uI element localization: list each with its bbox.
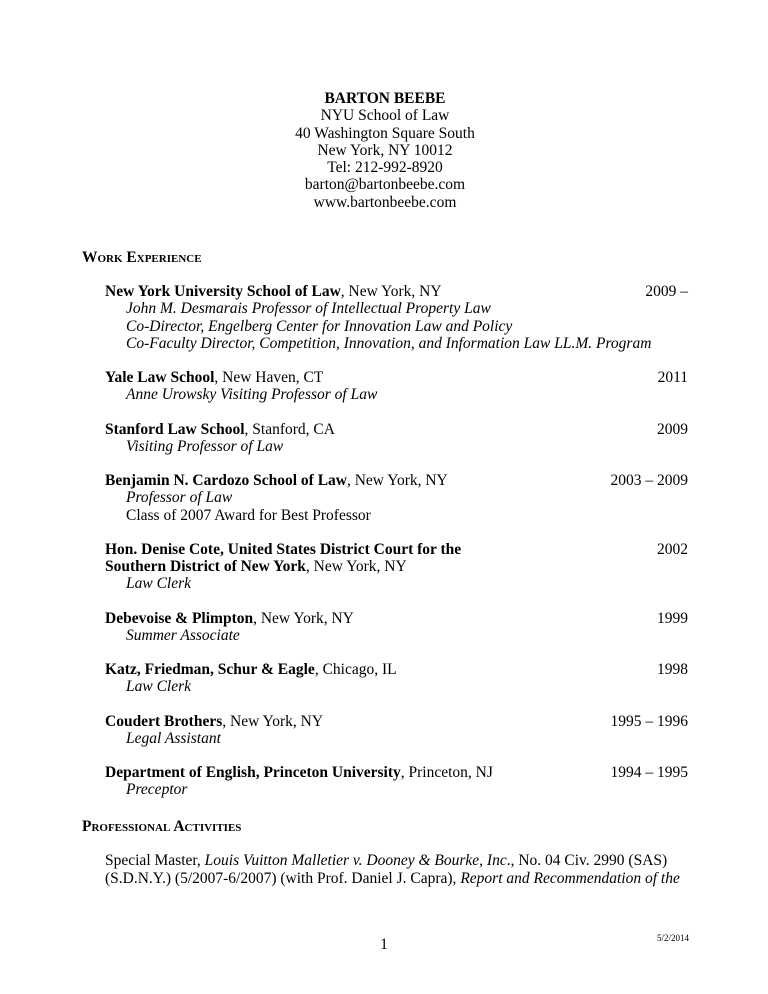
entry-date: 2011 [657,369,688,386]
section-heading-work-experience: Work Experience [82,248,202,266]
document-content [82,90,688,887]
entry-title [105,764,611,781]
entry-detail: Co-Director, Engelberg Center for Innovation Law and Policy [126,317,513,335]
entry-detail: Legal Assistant [126,729,221,747]
entry-head [105,610,688,627]
entry-detail: Professor of Law [126,489,233,507]
entry-location: , New York, NY [253,609,354,627]
entry-detail: John M. Desmarais Professor of Intellectual Property Law [126,300,491,318]
entry-detail: Summer Associate [126,626,240,644]
work-entry-yale [105,369,688,404]
entry-head [105,661,688,678]
employer-name: Stanford Law School [105,420,245,438]
employer-name-line1: Hon. Denise Cote, United States District Court for the [105,540,462,558]
text-run-report-title: Report and Recommendation of the [460,869,680,887]
text-run: Special Master, [105,852,205,870]
entry-detail: Law Clerk [126,678,192,696]
entry-detail: Anne Urowsky Visiting Professor of Law [126,386,378,404]
entry-detail: Visiting Professor of Law [126,437,284,455]
entry-title [105,472,611,489]
entry-detail: Preceptor [126,781,188,799]
entry-head [105,764,688,781]
employer-name-line2: Southern District of New York [105,558,306,575]
entry-date: 1994 – 1995 [610,764,688,781]
entry-title [105,713,611,730]
entry-title [105,541,657,576]
text-run: ., No. 04 Civ. 2990 (SAS) (S.D.N.Y.) (5/2007-6/2007) (with Prof. Daniel J. Capra), [105,852,668,887]
entry-date: 2009 [657,420,688,438]
entry-date: 1999 [657,609,688,627]
employer-name: Katz, Friedman, Schur & Eagle [105,661,315,678]
employer-name: New York University School of Law [105,283,341,300]
entry-title [105,661,657,678]
work-entry-princeton [105,764,688,799]
date-stamp: 5/2/2014 [656,933,689,943]
text-run-case-name: Louis Vuitton Malletier v. Dooney & Bourke, Inc [204,852,507,870]
employer-name: Yale Law School [105,369,215,386]
employer-name: Benjamin N. Cardozo School of Law [105,472,347,489]
entry-head [105,541,688,576]
page-number: 1 [380,936,388,953]
entry-location: , New York, NY [222,712,324,730]
entry-title [105,421,657,438]
entry-head [105,369,688,386]
entry-date: 2002 [657,540,688,558]
work-entry-sdny-clerkship [105,541,688,593]
entry-location: , Princeton, NJ [400,764,493,781]
employer-name: Debevoise & Plimpton [105,609,254,627]
entry-location: , New York, NY [305,558,407,575]
entry-detail: Class of 2007 Award for Best Professor [126,506,371,524]
section-heading-professional-activities: Professional Activities [82,817,242,835]
work-entry-stanford [105,421,688,456]
entry-location: , Chicago, IL [314,661,397,678]
work-entry-katz [105,661,688,696]
work-entry-debevoise [105,610,688,645]
entry-location: , New Haven, CT [214,369,324,386]
entry-detail: Law Clerk [126,575,192,593]
entry-date: 2009 – [645,283,688,300]
entry-head [105,283,688,300]
phone-line: Tel: 212-992-8920 [327,159,443,176]
person-name: BARTON BEEBE [324,90,446,107]
address-line-city: New York, NY 10012 [317,141,453,159]
entry-date: 2003 – 2009 [610,472,688,489]
work-entry-nyu [105,283,688,352]
address-line-institution: NYU School of Law [320,107,450,125]
address-line-street: 40 Washington Square South [295,124,475,142]
work-entry-coudert [105,713,688,748]
entry-head [105,472,688,489]
entry-location: , New York, NY [346,472,448,489]
entry-location: , New York, NY [340,283,442,300]
entry-date: 1998 [657,661,688,678]
entry-date: 1995 – 1996 [610,712,688,730]
website-line: www.bartonbeebe.com [313,193,457,211]
email-line: barton@bartonbeebe.com [304,176,466,194]
entry-head [105,421,688,438]
entry-detail: Co-Faculty Director, Competition, Innovation, and Information Law LL.M. Program [126,334,652,352]
entry-title [105,369,658,386]
contact-header [82,90,688,211]
entry-title [105,610,657,627]
employer-name: Coudert Brothers [105,712,223,730]
employer-name: Department of English, Princeton University [105,764,401,781]
entry-head [105,713,688,730]
work-entry-cardozo [105,472,688,524]
activity-item [105,852,688,887]
entry-title [105,283,645,300]
entry-location: , Stanford, CA [244,420,335,438]
